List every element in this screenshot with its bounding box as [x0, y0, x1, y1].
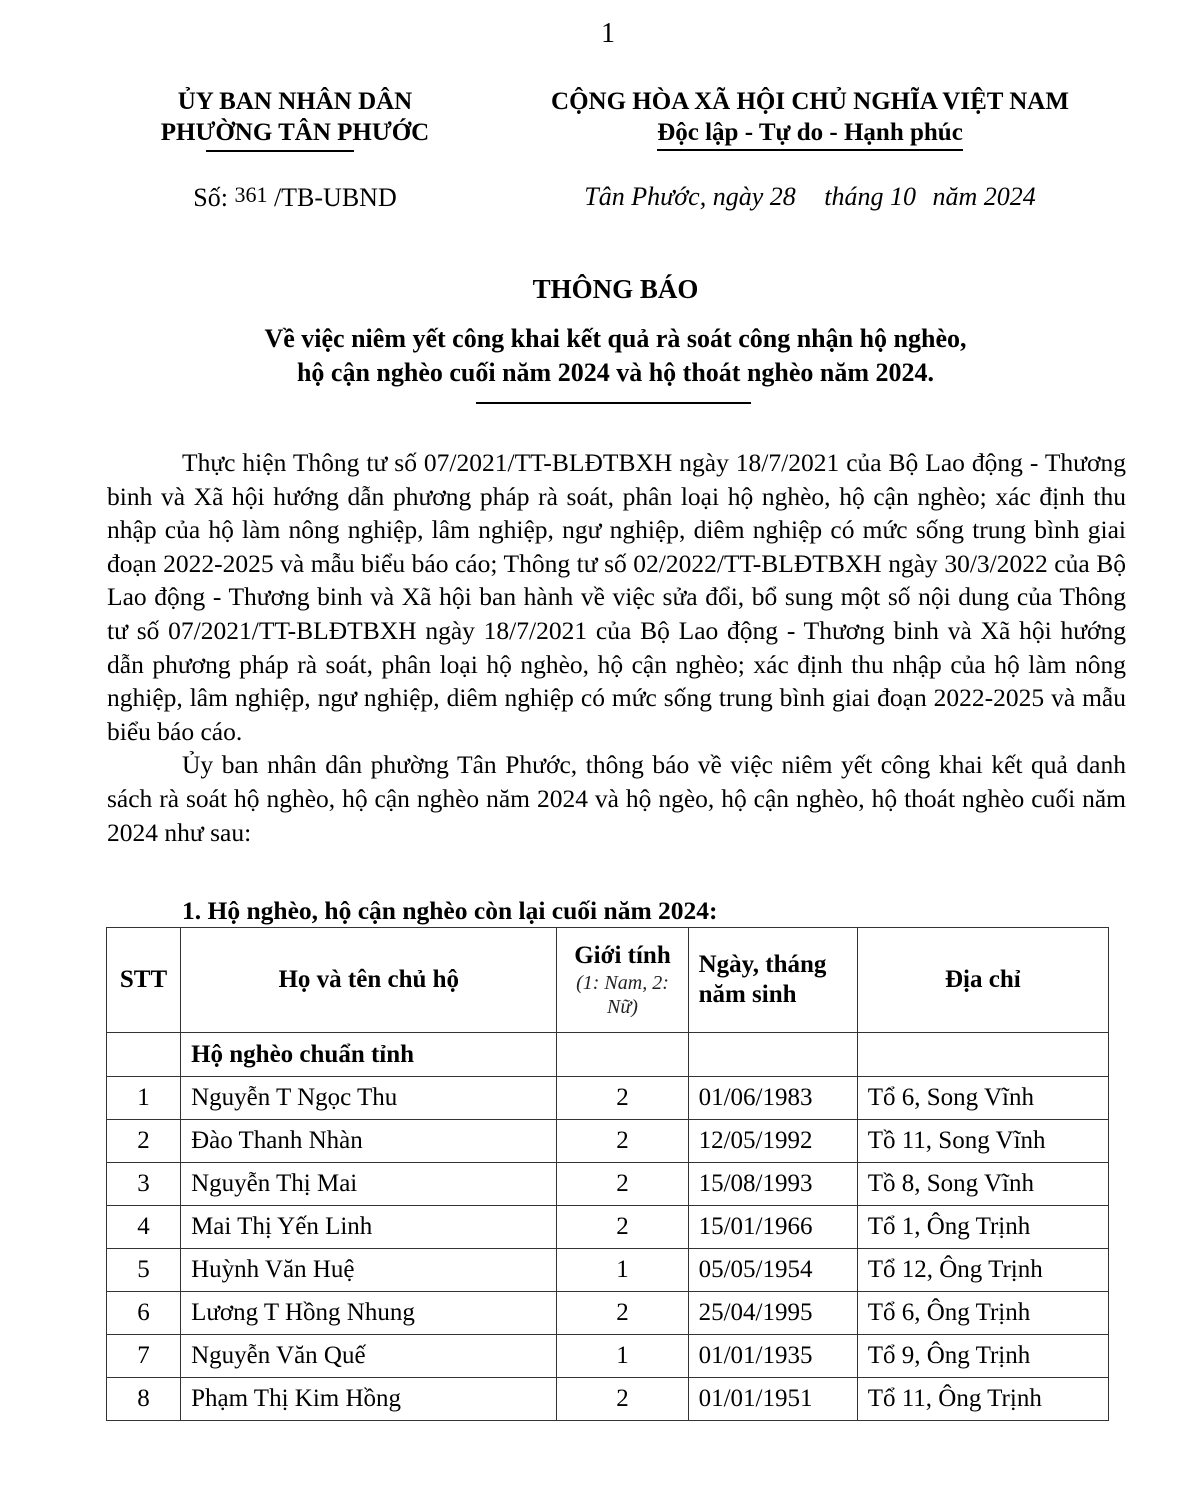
- cell-dob: 01/06/1983: [688, 1077, 857, 1120]
- cell-stt: 8: [107, 1378, 181, 1421]
- authority-line-1: ỦY BAN NHÂN DÂN: [177, 88, 413, 115]
- table-row: [107, 1249, 1109, 1292]
- cell-address: Tổ 11, Ông Trịnh: [857, 1378, 1108, 1421]
- col-address: Địa chỉ: [857, 928, 1108, 1033]
- table-row: [107, 1077, 1109, 1120]
- cell-dob: 15/08/1993: [688, 1163, 857, 1206]
- document-date: [500, 182, 1120, 212]
- col-gender: [557, 928, 688, 1033]
- cell-address: Tổ 6, Ông Trịnh: [857, 1292, 1108, 1335]
- paragraph: Thực hiện Thông tư số 07/2021/TT-BLĐTBXH ngày 18/7/2021 của Bộ Lao động - Thương binh và Xã hội hướng dẫn phương pháp rà soát, phân loại hộ nghèo, hộ cận nghèo; xác định thu nhập của hộ làm nông nghiệp, lâm nghiệp, ngư nghiệp, diêm nghiệp có mức sống trung bình giai đoạn 2022-2025 và mẫu biểu báo cáo; Thông tư số 02/2022/TT-BLĐTBXH ngày 30/3/2022 của Bộ Lao động - Thương binh và Xã hội ban hành về việc sửa đổi, bổ sung một số nội dung của Thông tư số 07/2021/TT-BLĐTBXH ngày 18/7/2021 của Bộ Lao động - Thương binh và Xã hội hướng dẫn phương pháp rà soát, phân loại hộ nghèo, hộ cận nghèo; xác định thu nhập của hộ làm nông nghiệp, lâm nghiệp, ngư nghiệp, diêm nghiệp có mức sống trung bình giai đoạn 2022-2025 và mẫu biểu báo cáo.: [107, 448, 1126, 746]
- cell-address: Tồ 8, Song Vĩnh: [857, 1163, 1108, 1206]
- document-title: THÔNG BÁO: [532, 274, 699, 304]
- doc-no-value: 361: [234, 182, 268, 207]
- cell-name: Mai Thị Yến Linh: [181, 1206, 557, 1249]
- group-label: Hộ nghèo chuẩn tỉnh: [181, 1033, 557, 1077]
- document-number: [110, 182, 480, 213]
- subtitle-line-1: Về việc niêm yết công khai kết quả rà soát công nhận hộ nghèo,: [264, 324, 967, 353]
- cell-gender: 2: [557, 1292, 688, 1335]
- cell-dob: 12/05/1992: [688, 1120, 857, 1163]
- document-body: [107, 446, 1126, 849]
- document-subtitle: [0, 322, 1191, 390]
- cell-gender: 1: [557, 1335, 688, 1378]
- table-row: [107, 1378, 1109, 1421]
- title-divider: [476, 402, 751, 404]
- cell-gender: 2: [557, 1206, 688, 1249]
- cell-gender: 2: [557, 1378, 688, 1421]
- issuing-authority: [110, 86, 480, 152]
- table-group-row: [107, 1033, 1109, 1077]
- cell-gender: 1: [557, 1249, 688, 1292]
- cell-gender: 2: [557, 1163, 688, 1206]
- section-heading: 1. Hộ nghèo, hộ cận nghèo còn lại cuối năm 2024:: [182, 896, 718, 925]
- col-gender-label: Giới tính: [574, 942, 671, 969]
- table-row: [107, 1206, 1109, 1249]
- cell-dob: 01/01/1951: [688, 1378, 857, 1421]
- doc-no-prefix: Số:: [193, 183, 228, 212]
- nation-name: CỘNG HÒA XÃ HỘI CHỦ NGHĨA VIỆT NAM: [551, 88, 1069, 115]
- authority-line-2: PHƯỜNG TÂN PHƯỚC: [160, 119, 430, 146]
- cell-name: Nguyễn T Ngọc Thu: [181, 1077, 557, 1120]
- table-row: [107, 1292, 1109, 1335]
- authority-underline: [206, 150, 354, 152]
- cell-address: Tổ 9, Ông Trịnh: [857, 1335, 1108, 1378]
- cell-gender: 2: [557, 1077, 688, 1120]
- cell-stt: 4: [107, 1206, 181, 1249]
- cell-stt: 2: [107, 1120, 181, 1163]
- cell-stt: 5: [107, 1249, 181, 1292]
- table-header-row: [107, 928, 1109, 1033]
- household-table: [106, 927, 1109, 1421]
- cell-name: Huỳnh Văn Huệ: [181, 1249, 557, 1292]
- date-place-day: Tân Phước, ngày 28: [584, 182, 796, 211]
- cell-dob: 05/05/1954: [688, 1249, 857, 1292]
- subtitle-line-2: hộ cận nghèo cuối năm 2024 và hộ thoát nghèo năm 2024.: [296, 358, 935, 387]
- national-motto: Độc lập - Tự do - Hạnh phúc: [657, 117, 963, 151]
- paragraph: Ủy ban nhân dân phường Tân Phước, thông báo về việc niêm yết công khai kết quả danh sách rà soát hộ nghèo, hộ cận nghèo năm 2024 và hộ ngèo, hộ cận nghèo, hộ thoát nghèo cuối năm 2024 như sau:: [107, 750, 1126, 847]
- cell-name: Đào Thanh Nhàn: [181, 1120, 557, 1163]
- cell-name: Phạm Thị Kim Hồng: [181, 1378, 557, 1421]
- cell-dob: 15/01/1966: [688, 1206, 857, 1249]
- cell-name: Nguyễn Thị Mai: [181, 1163, 557, 1206]
- table-row: [107, 1335, 1109, 1378]
- cell-stt: 1: [107, 1077, 181, 1120]
- table-row: [107, 1120, 1109, 1163]
- cell-stt: 7: [107, 1335, 181, 1378]
- cell-stt: 3: [107, 1163, 181, 1206]
- cell-address: Tổ 1, Ông Trịnh: [857, 1206, 1108, 1249]
- page-number: 1: [601, 18, 615, 49]
- date-year: năm 2024: [932, 182, 1036, 211]
- cell-address: Tổ 12, Ông Trịnh: [857, 1249, 1108, 1292]
- col-gender-note: (1: Nam, 2: Nữ): [576, 972, 669, 1018]
- cell-name: Lương T Hồng Nhung: [181, 1292, 557, 1335]
- national-heading: [500, 86, 1120, 151]
- cell-stt: 6: [107, 1292, 181, 1335]
- table-row: [107, 1163, 1109, 1206]
- doc-no-suffix: /TB-UBND: [273, 183, 397, 212]
- cell-dob: 25/04/1995: [688, 1292, 857, 1335]
- col-dob: Ngày, tháng năm sinh: [688, 928, 857, 1033]
- col-stt: STT: [107, 928, 181, 1033]
- cell-address: Tồ 11, Song Vĩnh: [857, 1120, 1108, 1163]
- date-month: tháng 10: [824, 182, 916, 211]
- cell-name: Nguyễn Văn Quế: [181, 1335, 557, 1378]
- cell-address: Tổ 6, Song Vĩnh: [857, 1077, 1108, 1120]
- col-name: Họ và tên chủ hộ: [181, 928, 557, 1033]
- cell-gender: 2: [557, 1120, 688, 1163]
- cell-dob: 01/01/1935: [688, 1335, 857, 1378]
